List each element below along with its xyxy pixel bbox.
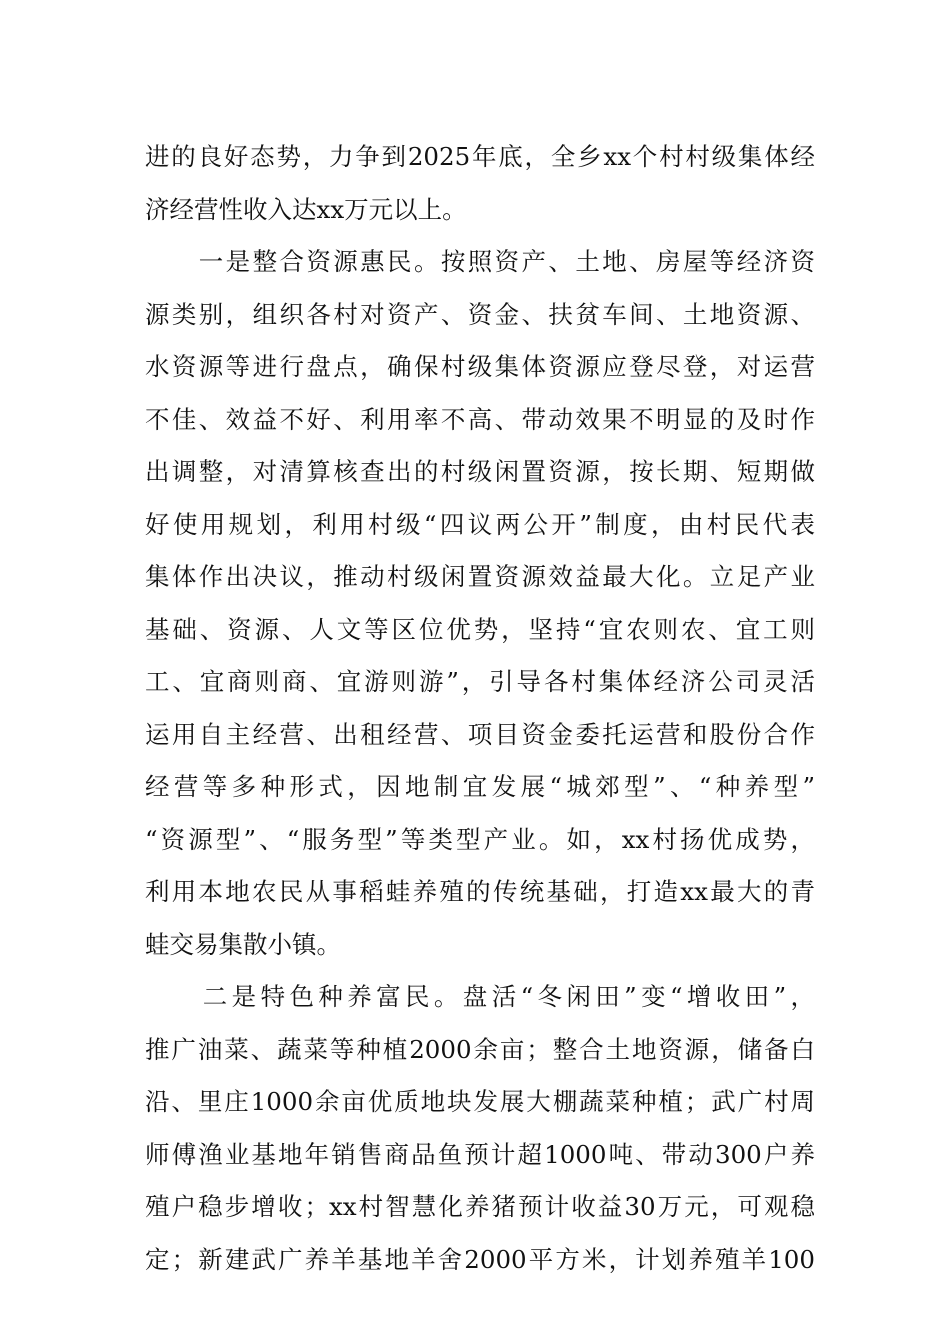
text-line: 水资源等进行盘点，确保村级集体资源应登尽登，对运营	[145, 352, 815, 381]
text-line: 基础、资源、人文等区位优势，坚持“宜农则农、宜工则	[145, 614, 815, 644]
text-line: 蛙交易集散小镇。	[145, 929, 341, 959]
text-line: 运用自主经营、出租经营、项目资金委托运营和股份合作	[145, 719, 815, 749]
document-body	[145, 131, 815, 1286]
text-line: 进的良好态势，力争到2025年底，全乡xx个村村级集体经	[145, 142, 815, 171]
text-line: 殖户稳步增收；xx村智慧化养猪预计收益30万元，可观稳	[145, 1192, 815, 1221]
text-line: 集体作出决议，推动村级闲置资源效益最大化。立足产业	[145, 562, 815, 591]
text-line: 济经营性收入达xx万元以上。	[145, 194, 467, 224]
text-line: 好使用规划，利用村级“四议两公开”制度，由村民代表	[145, 509, 815, 539]
paragraph	[145, 236, 815, 971]
text-line: “资源型”、“服务型”等类型产业。如，xx村扬优成势，	[145, 824, 815, 854]
text-line: 推广油菜、蔬菜等种植2000余亩；整合土地资源，储备白	[145, 1034, 815, 1064]
text-line: 源类别，组织各村对资产、资金、扶贫车间、土地资源、	[145, 299, 815, 329]
text-line: 师傅渔业基地年销售商品鱼预计超1000吨、带动300户养	[145, 1139, 815, 1169]
text-line: 不佳、效益不好、利用率不高、带动效果不明显的及时作	[145, 404, 815, 434]
text-line: 一是整合资源惠民。按照资产、土地、房屋等经济资	[145, 247, 815, 276]
paragraph	[145, 131, 815, 236]
text-line: 出调整，对清算核查出的村级闲置资源，按长期、短期做	[145, 457, 815, 486]
text-line: 经营等多种形式，因地制宜发展“城郊型”、“种养型”	[145, 772, 815, 801]
text-line: 利用本地农民从事稻蛙养殖的传统基础，打造xx最大的青	[145, 877, 815, 906]
text-line: 定；新建武广养羊基地羊舍2000平方米，计划养殖羊100	[145, 1244, 815, 1274]
text-line: 二是特色种养富民。盘活“冬闲田”变“增收田”，	[145, 982, 815, 1011]
text-line: 沿、里庄1000余亩优质地块发展大棚蔬菜种植；武广村周	[145, 1087, 815, 1116]
paragraph	[145, 971, 815, 1286]
text-line: 工、宜商则商、宜游则游”，引导各村集体经济公司灵活	[145, 667, 815, 696]
